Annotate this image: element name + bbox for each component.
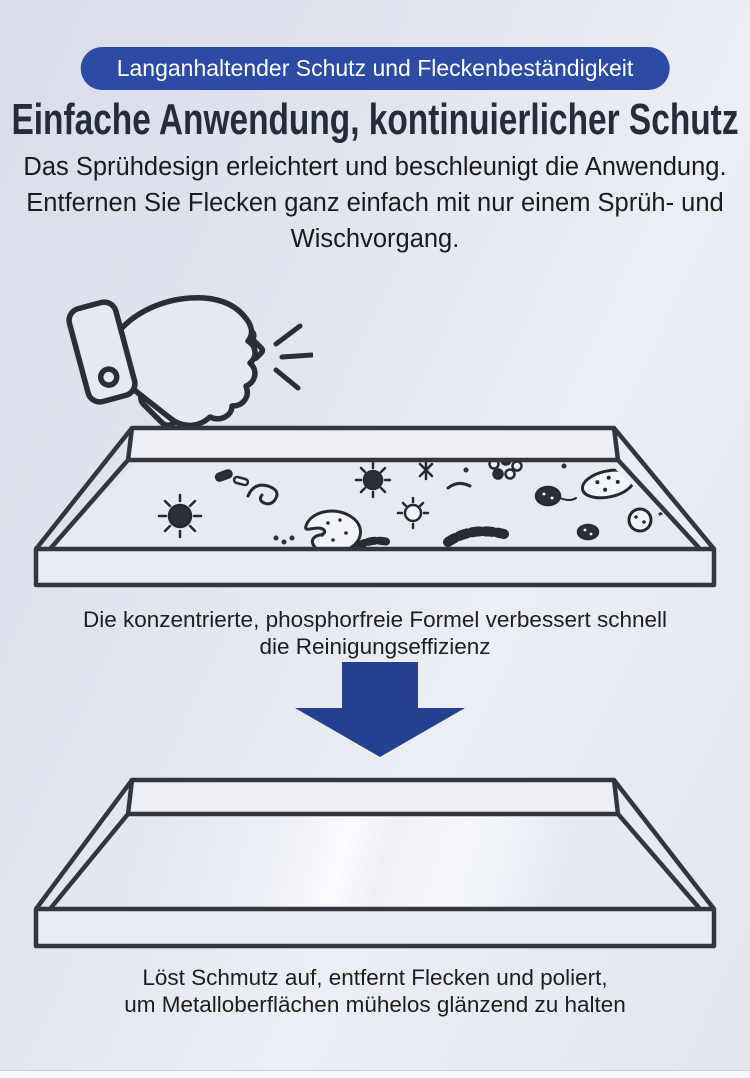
page-title: Einfache Anwendung, kontinuierlicher Schutz <box>11 95 739 144</box>
clean-caption-line-2: um Metalloberflächen mühelos glänzend zu halten <box>124 992 626 1017</box>
germ-virus-dark <box>356 463 390 497</box>
sleeve-cuff <box>66 299 137 404</box>
clean-tray-caption <box>0 964 750 1018</box>
intro-text <box>0 149 750 257</box>
bottom-divider <box>0 1070 750 1078</box>
germ-spiky-ball <box>159 495 201 537</box>
badge-pill <box>81 47 670 90</box>
dirty-tray-caption <box>0 606 750 660</box>
arrow-down-icon <box>295 662 465 757</box>
spray-burst <box>276 326 312 388</box>
badge-label: Langanhaltender Schutz und Fleckenbeständigkeit <box>116 55 634 81</box>
intro-line-1: Das Sprühdesign erleichtert und beschleunigt die Anwendung. <box>23 153 727 181</box>
dirty-caption-line-1: Die konzentrierte, phosphorfreie Formel verbessert schnell <box>82 607 667 632</box>
intro-line-2: Entfernen Sie Flecken ganz einfach mit nur einem Sprüh- und <box>26 189 724 217</box>
shiny-surface <box>52 816 698 909</box>
fist-outline <box>113 298 255 426</box>
intro-line-3: Wischvorgang. <box>290 225 460 253</box>
clean-tray-illustration <box>28 770 722 966</box>
clean-caption-line-1: Löst Schmutz auf, entfernt Flecken und poliert, <box>142 965 608 990</box>
dirty-caption-line-2: die Reinigungseffizienz <box>259 634 491 659</box>
dirty-tray-illustration <box>28 418 722 606</box>
germ-dotted-oval <box>578 525 598 539</box>
